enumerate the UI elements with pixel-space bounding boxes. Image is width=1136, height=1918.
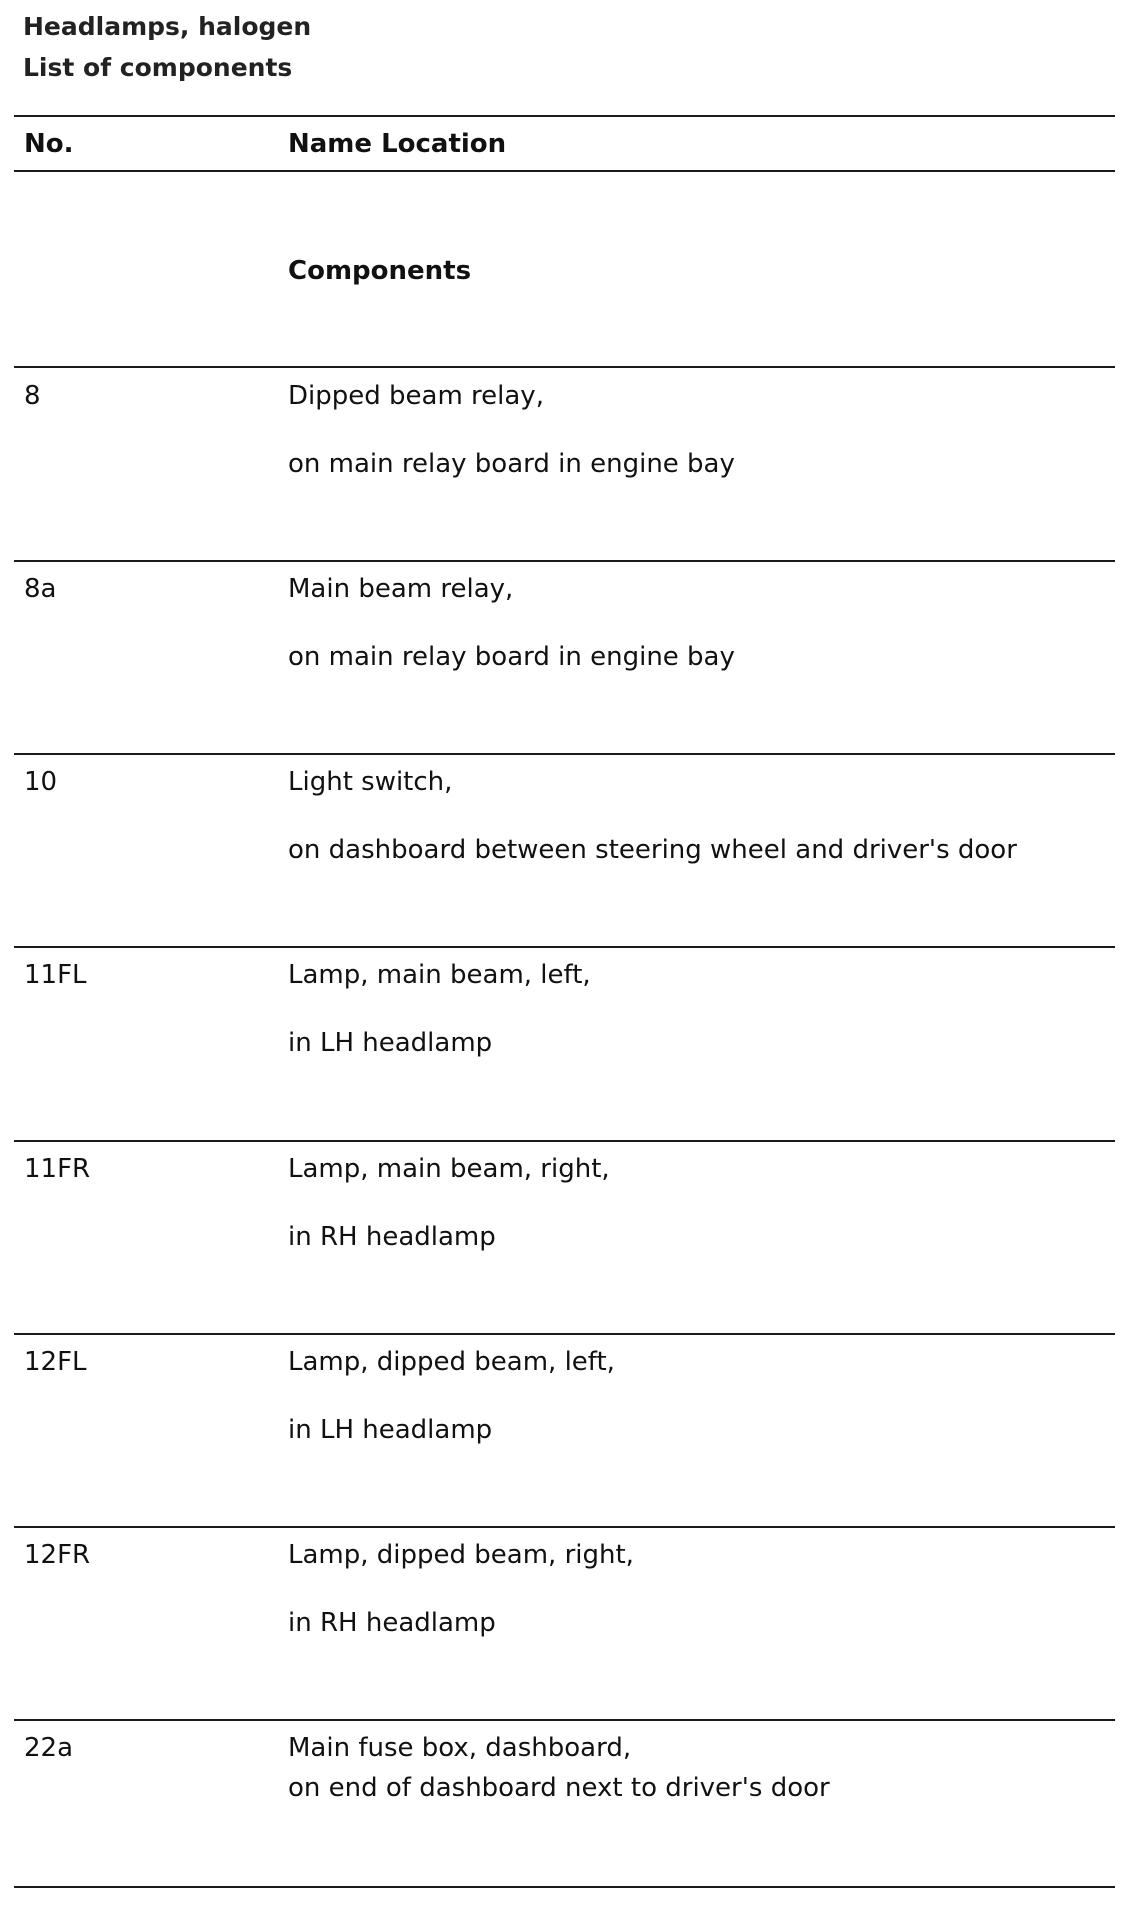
- component-location: in LH headlamp: [288, 1028, 493, 1058]
- component-number: 10: [24, 767, 58, 797]
- title-line-2: List of components: [23, 53, 293, 82]
- component-number: 12FR: [24, 1540, 91, 1570]
- component-name: Lamp, main beam, left,: [288, 960, 591, 990]
- component-location: on dashboard between steering wheel and driver's door: [288, 835, 1017, 865]
- section-label-components: Components: [288, 256, 472, 286]
- component-name: Lamp, dipped beam, right,: [288, 1540, 634, 1570]
- component-number: 8a: [24, 574, 57, 604]
- component-number: 12FL: [24, 1347, 87, 1377]
- component-number: 22a: [24, 1733, 74, 1763]
- row-divider: [14, 560, 1115, 562]
- component-name: Dipped beam relay,: [288, 381, 544, 411]
- table-bottom-rule: [14, 1886, 1115, 1888]
- component-name: Main fuse box, dashboard,: [288, 1733, 632, 1763]
- component-number: 8: [24, 381, 41, 411]
- row-divider: [14, 1719, 1115, 1721]
- component-name: Lamp, dipped beam, left,: [288, 1347, 615, 1377]
- component-location: in LH headlamp: [288, 1415, 493, 1445]
- row-divider: [14, 1140, 1115, 1142]
- document-title: [23, 6, 311, 88]
- row-divider: [14, 1333, 1115, 1335]
- table-top-rule: [14, 115, 1115, 117]
- component-location: on main relay board in engine bay: [288, 642, 735, 672]
- component-number: 11FL: [24, 960, 87, 990]
- component-name: Light switch,: [288, 767, 453, 797]
- component-location: on end of dashboard next to driver's door: [288, 1773, 830, 1803]
- row-divider: [14, 753, 1115, 755]
- component-name: Lamp, main beam, right,: [288, 1154, 610, 1184]
- row-divider: [14, 946, 1115, 948]
- row-divider: [14, 1526, 1115, 1528]
- component-number: 11FR: [24, 1154, 91, 1184]
- component-location: in RH headlamp: [288, 1222, 496, 1252]
- row-divider: [14, 366, 1115, 368]
- header-bottom-rule: [14, 170, 1115, 172]
- title-line-1: Headlamps, halogen: [23, 12, 312, 41]
- header-no: No.: [24, 129, 74, 159]
- header-name-location: Name Location: [288, 129, 507, 159]
- component-location: in RH headlamp: [288, 1608, 496, 1638]
- component-name: Main beam relay,: [288, 574, 514, 604]
- component-location: on main relay board in engine bay: [288, 449, 735, 479]
